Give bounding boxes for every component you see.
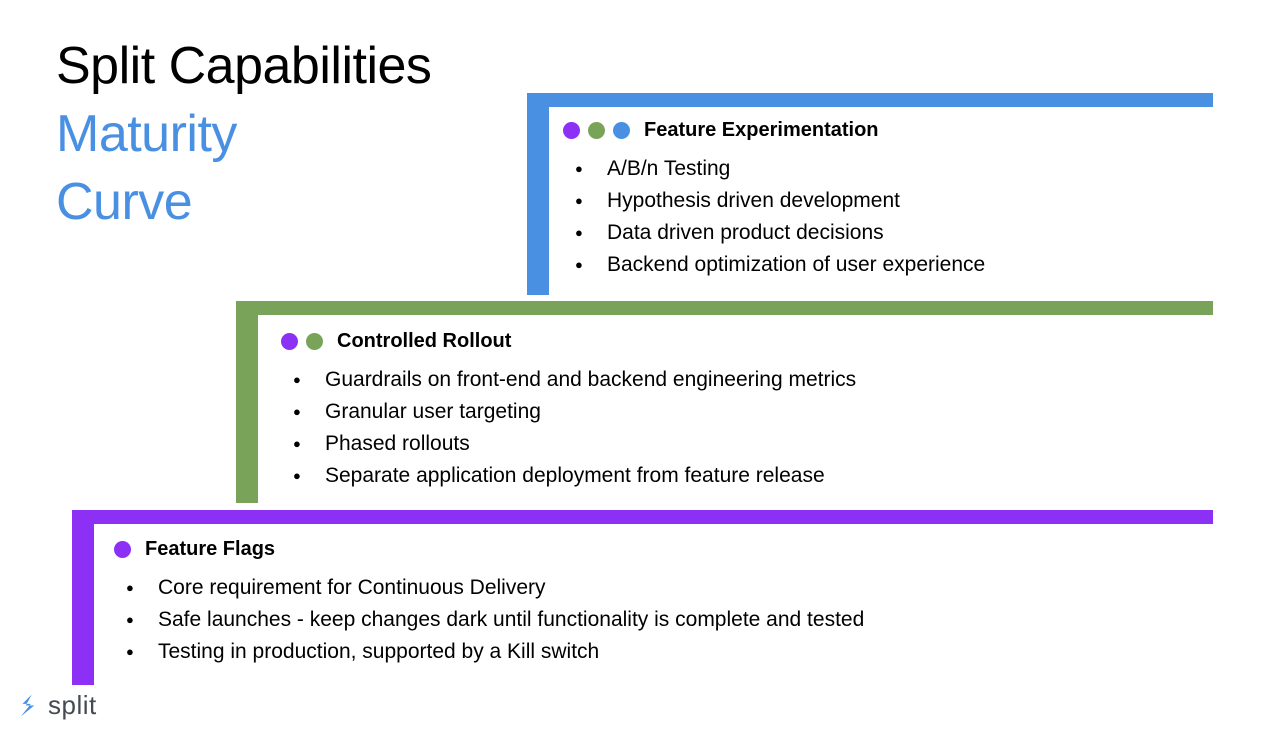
tier-controlled-rollout bbox=[236, 301, 1213, 503]
tier-left-bar bbox=[527, 93, 549, 295]
tier-left-bar bbox=[72, 510, 94, 685]
tier-top-bar bbox=[236, 301, 1213, 315]
list-item: ● A/B/n Testing bbox=[563, 153, 985, 185]
tier-title: Feature Flags bbox=[145, 537, 276, 560]
brand-logo bbox=[14, 690, 97, 721]
dot-blue-icon bbox=[613, 122, 630, 139]
tier-left-bar bbox=[236, 301, 258, 503]
list-item: ● Hypothesis driven development bbox=[563, 185, 985, 217]
split-logo-icon bbox=[14, 692, 41, 719]
tier-top-bar bbox=[72, 510, 1213, 524]
dot-green-icon bbox=[588, 122, 605, 139]
dot-purple-icon bbox=[281, 333, 298, 350]
tier-bullet-list bbox=[281, 364, 856, 492]
title-line-1: Split Capabilities bbox=[56, 37, 432, 95]
tier-feature-experimentation bbox=[527, 93, 1213, 295]
logo-text: split bbox=[48, 690, 97, 720]
list-item: ● Safe launches - keep changes dark until functionality is complete and tested bbox=[114, 604, 864, 636]
title-line-2: Maturity bbox=[56, 105, 237, 163]
list-item: ● Phased rollouts bbox=[281, 428, 856, 460]
tier-header bbox=[281, 328, 856, 354]
tier-header bbox=[114, 536, 864, 562]
tier-title: Feature Experimentation bbox=[644, 118, 879, 141]
list-item: ● Testing in production, supported by a Kill switch bbox=[114, 636, 864, 668]
page-title bbox=[56, 32, 516, 236]
tier-content bbox=[114, 536, 864, 668]
tier-header bbox=[563, 117, 985, 143]
list-item: ● Data driven product decisions bbox=[563, 217, 985, 249]
tier-bullet-list bbox=[114, 572, 864, 668]
tier-content bbox=[281, 328, 856, 492]
tier-feature-flags bbox=[72, 510, 1213, 685]
list-item: ● Granular user targeting bbox=[281, 396, 856, 428]
tier-title: Controlled Rollout bbox=[337, 329, 512, 352]
tier-content bbox=[563, 117, 985, 281]
dot-purple-icon bbox=[114, 541, 131, 558]
list-item: ● Core requirement for Continuous Delivery bbox=[114, 572, 864, 604]
title-line-3: Curve bbox=[56, 173, 193, 231]
list-item: ● Backend optimization of user experience bbox=[563, 249, 985, 281]
dot-green-icon bbox=[306, 333, 323, 350]
list-item: ● Separate application deployment from feature release bbox=[281, 460, 856, 492]
dot-purple-icon bbox=[563, 122, 580, 139]
tier-top-bar bbox=[527, 93, 1213, 107]
list-item: ● Guardrails on front-end and backend engineering metrics bbox=[281, 364, 856, 396]
tier-bullet-list bbox=[563, 153, 985, 281]
